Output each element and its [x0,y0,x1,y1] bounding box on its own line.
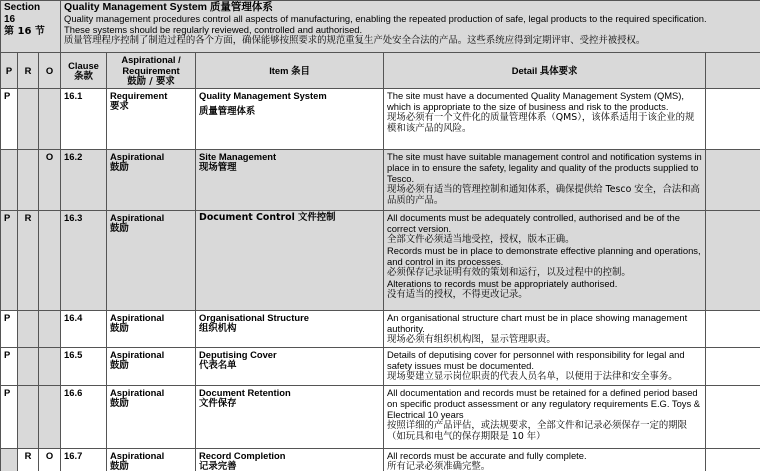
col-header-o: O [39,53,61,89]
row-detail-line: 现场必须有适当的管理控制和通知体系，确保提供给 Tesco 安全，合法和高品质的产品。 [387,184,700,206]
row-detail-line: The site must have suitable management control and notification systems in place in to ensure the safety, legality and quality of the products supplied to Tesco. [387,151,702,184]
row-type-en: Aspirational [110,387,165,398]
row-detail-line: 现场必须有一个文件化的质量管理体系（QMS），该体系适用于该企业的规模和该产品的风险。 [387,112,695,134]
row-clause: 16.3 [61,211,107,311]
row-type [107,386,196,449]
row-item-cn: 现场管理 [199,162,237,173]
row-type-en: Aspirational [110,312,165,323]
row-o [39,348,61,386]
row-blank [706,211,760,311]
section-label-cn: 第 16 节 [4,26,45,37]
row-detail-line: 按照详细的产品评估，或法规要求，全部文件和记录必须保存一定的期限（如玩具和电气的保存期限是 10 年） [387,420,688,442]
row-type-en: Aspirational [110,151,165,162]
row-item [196,449,384,471]
row-item-cn: 文件保存 [199,398,237,409]
col-header-clause-en: Clause [68,59,99,71]
section-intro-cn: 质量管理程序控制了制造过程的各个方面，确保能够按照要求的规范重复生产处安全合法的产品。这些系统应得到定期评审、受控并被授权。 [64,35,646,46]
row-detail-line: All documentation and records must be retained for a defined period based on specific product assessment or any regulatory requirements E.G. Toys & Electrical 10 years [387,387,701,420]
row-r: R [18,211,39,311]
row-item-cn: 质量管理体系 [199,106,256,117]
row-type-cn: 鼓励 [110,223,129,234]
row-r [18,311,39,348]
row-type-cn: 鼓励 [110,162,129,173]
row-p [1,449,18,471]
row-o [39,89,61,150]
table-row [1,386,760,449]
col-header-blank [706,53,760,89]
col-header-r: R [18,53,39,89]
row-clause: 16.4 [61,311,107,348]
row-detail-line: All documents must be adequately controlled, authorised and be of the correct version. [387,212,680,234]
row-type [107,150,196,211]
row-item-en: Organisational Structure [199,312,309,323]
section-description-cell [61,1,760,53]
row-o: O [39,449,61,471]
col-header-p: P [1,53,18,89]
row-item-en: Deputising Cover [199,349,277,360]
row-item-en: Record Completion [199,450,286,461]
table-row [1,348,760,386]
row-detail [384,449,706,471]
row-type [107,211,196,311]
col-header-clause-cn: 条款 [74,70,93,82]
row-p: P [1,89,18,150]
row-detail-line: 现场必须有组织机构图，显示管理职责。 [387,334,556,345]
row-item-cn: 记录完善 [199,461,237,471]
section-intro-en-1: Quality management procedures control all aspects of manufacturing, enabling the repeated production of safe, legal products to the required specification. [64,13,707,24]
table-row [1,211,760,311]
col-header-asp-cn: 鼓励 / 要求 [127,76,175,87]
table-row [1,89,760,150]
row-detail [384,150,706,211]
row-clause: 16.7 [61,449,107,471]
row-type-cn: 要求 [110,101,129,112]
row-clause: 16.6 [61,386,107,449]
row-item-en: Document Retention [199,387,291,398]
row-item-en: Document Control 文件控制 [199,212,336,223]
row-p [1,150,18,211]
col-header-aspirational [107,53,196,89]
row-type-en: Aspirational [110,450,165,461]
row-clause: 16.1 [61,89,107,150]
row-detail [384,386,706,449]
row-clause: 16.2 [61,150,107,211]
row-item [196,211,384,311]
row-clause: 16.5 [61,348,107,386]
row-type-cn: 鼓励 [110,461,129,471]
row-type [107,449,196,471]
row-item-cn: 代表名单 [199,360,237,371]
row-p: P [1,386,18,449]
row-type [107,348,196,386]
table-row [1,311,760,348]
row-type-cn: 鼓励 [110,360,129,371]
row-item [196,150,384,211]
row-detail-line: The site must have a documented Quality Management System (QMS), which is appropriate to the size of business and risk to the products. [387,90,685,112]
row-type [107,89,196,150]
row-r: R [18,449,39,471]
col-header-asp-1: Aspirational / [121,54,181,65]
row-type-cn: 鼓励 [110,398,129,409]
row-blank [706,348,760,386]
row-detail [384,348,706,386]
col-header-clause [61,53,107,89]
row-detail [384,311,706,348]
row-detail-line: 全部文件必须适当地受控，授权，版本正确。 [387,234,575,245]
row-o [39,311,61,348]
row-o [39,386,61,449]
row-r [18,150,39,211]
row-o [39,211,61,311]
row-detail [384,211,706,311]
row-detail-line: 必须保存记录证明有效的策划和运行，以及过程中的控制。 [387,267,631,278]
row-blank [706,89,760,150]
row-blank [706,150,760,211]
row-o: O [39,150,61,211]
row-blank [706,386,760,449]
row-r [18,386,39,449]
row-item [196,348,384,386]
row-detail-line: Alterations to records must be appropriately authorised. [387,278,618,289]
row-detail [384,89,706,150]
row-detail-line: Details of deputising cover for personnel with responsibility for legal and safety issues must be documented. [387,349,685,371]
row-item [196,386,384,449]
section-label-cell [1,1,61,53]
row-detail-line: All records must be accurate and fully complete. [387,450,587,461]
row-item [196,311,384,348]
row-detail-line: 所有记录必须准确完整。 [387,461,491,471]
row-r [18,348,39,386]
row-type-en: Aspirational [110,212,165,223]
row-p: P [1,211,18,311]
row-p: P [1,348,18,386]
row-detail-line: An organisational structure chart must be in place showing management authority. [387,312,688,334]
row-type-en: Requirement [110,90,168,101]
row-p: P [1,311,18,348]
row-detail-line: Records must be in place to demonstrate effective planning and operations, and control in its processes. [387,245,701,267]
section-label: Section [4,2,41,13]
section-title: Quality Management System 质量管理体系 [64,1,273,13]
table-row [1,449,760,471]
section-intro-en-2: These systems should be regularly reviewed, controlled and authorised. [64,24,363,35]
row-type-cn: 鼓励 [110,323,129,334]
col-header-asp-2: Requirement [122,65,180,76]
row-item-en: Site Management [199,151,277,162]
row-r [18,89,39,150]
section-header-row [1,1,760,53]
row-blank [706,311,760,348]
row-type-en: Aspirational [110,349,165,360]
col-header-item: Item 条目 [196,53,384,89]
row-item [196,89,384,150]
section-number: 16 [4,14,16,25]
row-item-cn: 组织机构 [199,323,237,334]
column-header-row [1,53,760,89]
row-detail-line: 没有适当的授权，不得更改记录。 [387,289,528,300]
row-detail-line: 现场要建立显示岗位职责的代表人员名单，以便用于法律和安全事务。 [387,371,678,382]
row-item-en: Quality Management System [199,90,327,101]
row-blank [706,449,760,471]
table-row [1,150,760,211]
col-header-detail: Detail 具体要求 [384,53,706,89]
row-type [107,311,196,348]
